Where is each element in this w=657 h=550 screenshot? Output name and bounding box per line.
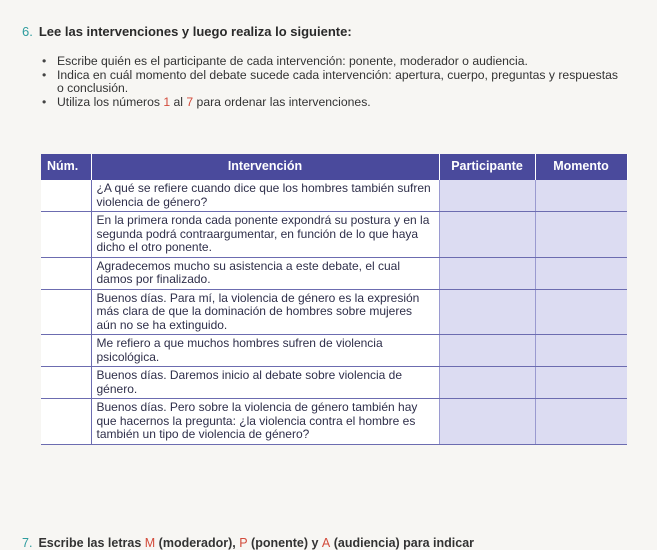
num-cell[interactable] <box>41 180 91 212</box>
instruction-item: • Indica en cuál momento del debate sucede cada intervención: apertura, cuerpo, preguntas y respuestas o conclusión. <box>40 69 620 95</box>
num-cell[interactable] <box>41 212 91 258</box>
moment-cell[interactable] <box>535 212 627 258</box>
question-title: Lee las intervenciones y luego realiza lo siguiente: <box>38 24 352 39</box>
table-row <box>41 367 627 399</box>
intervention-text: Buenos días. Pero sobre la violencia de género también hay que hacernos la pregunta: ¿la violencia contra el hombre es también un tipo de violencia de género? <box>91 399 439 445</box>
table-row <box>41 335 627 367</box>
question-number: 7. <box>22 536 33 550</box>
letter-p: P <box>239 536 248 550</box>
letter-a: A <box>321 536 331 550</box>
num-cell[interactable] <box>41 257 91 289</box>
letter-m: M <box>144 536 156 550</box>
question-text: Escribe las letras <box>38 536 145 550</box>
question-number: 6. <box>22 24 33 39</box>
participant-cell[interactable] <box>439 289 535 335</box>
question-6-heading <box>22 24 352 39</box>
intervention-text: Agradecemos mucho su asistencia a este debate, el cual damos por finalizado. <box>91 257 439 289</box>
table-row <box>41 180 627 212</box>
highlight-number: 1 <box>163 95 171 109</box>
num-cell[interactable] <box>41 367 91 399</box>
header-momento: Momento <box>535 154 627 180</box>
intervention-text: Me refiero a que muchos hombres sufren de violencia psicológica. <box>91 335 439 367</box>
table-header-row <box>41 154 627 180</box>
moment-cell[interactable] <box>535 399 627 445</box>
instruction-item: • Escribe quién es el participante de cada intervención: ponente, moderador o audiencia. <box>40 55 620 68</box>
question-text: (audiencia) para indicar <box>330 536 475 550</box>
participant-cell[interactable] <box>439 399 535 445</box>
table-row <box>41 212 627 258</box>
instructions-list <box>40 55 620 110</box>
instruction-text: Utiliza los números <box>57 95 164 109</box>
intervention-text: En la primera ronda cada ponente expondrá su postura y en la segunda podrá contraargumentar, en función de lo que haya dicho el otro ponente. <box>91 212 439 258</box>
table-row <box>41 257 627 289</box>
highlight-number: 7 <box>186 95 194 109</box>
moment-cell[interactable] <box>535 257 627 289</box>
num-cell[interactable] <box>41 335 91 367</box>
intervention-text: Buenos días. Para mí, la violencia de género es la expresión más clara de que la dominación de hombres sobre mujeres aún no se ha extinguido. <box>91 289 439 335</box>
instruction-text: para ordenar las intervenciones. <box>193 95 371 109</box>
moment-cell[interactable] <box>535 367 627 399</box>
num-cell[interactable] <box>41 399 91 445</box>
moment-cell[interactable] <box>535 180 627 212</box>
moment-cell[interactable] <box>535 289 627 335</box>
instruction-item <box>40 96 620 109</box>
table-row <box>41 289 627 335</box>
table-row <box>41 399 627 445</box>
intervention-text: ¿A qué se refiere cuando dice que los hombres también sufren violencia de género? <box>91 180 439 212</box>
participant-cell[interactable] <box>439 257 535 289</box>
question-text: (ponente) y <box>247 536 322 550</box>
participant-cell[interactable] <box>439 367 535 399</box>
header-participante: Participante <box>439 154 535 180</box>
header-intervencion: Intervención <box>91 154 439 180</box>
instruction-text: al <box>170 95 187 109</box>
participant-cell[interactable] <box>439 335 535 367</box>
header-num: Núm. <box>41 154 91 180</box>
participant-cell[interactable] <box>439 212 535 258</box>
moment-cell[interactable] <box>535 335 627 367</box>
intervention-text: Buenos días. Daremos inicio al debate sobre violencia de género. <box>91 367 439 399</box>
interventions-table <box>41 154 628 445</box>
participant-cell[interactable] <box>439 180 535 212</box>
num-cell[interactable] <box>41 289 91 335</box>
question-text: (moderador), <box>155 536 240 550</box>
